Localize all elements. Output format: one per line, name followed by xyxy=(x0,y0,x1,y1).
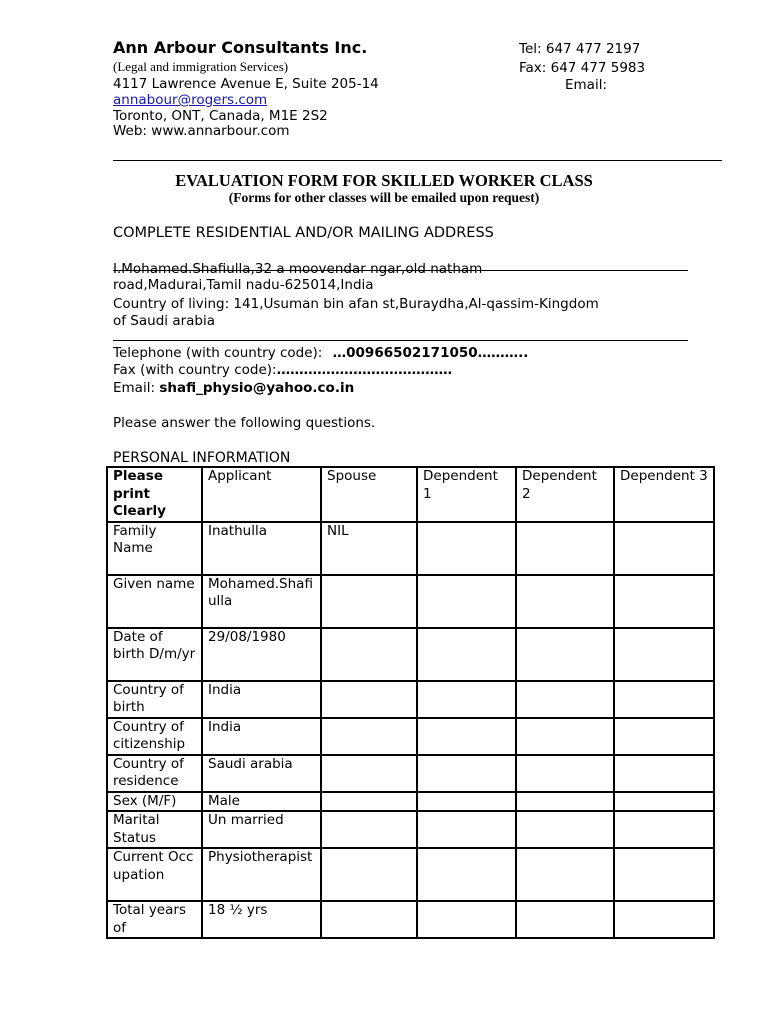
spouse-cell[interactable]: NIL xyxy=(321,522,417,575)
applicant-cell[interactable]: Physiotherapist xyxy=(202,848,321,901)
dependent-1-cell[interactable] xyxy=(417,681,516,718)
company-fax: Fax: 647 477 5983 xyxy=(519,60,646,76)
address-line-4: of Saudi arabia xyxy=(113,313,216,329)
dependent-2-cell[interactable] xyxy=(516,848,614,901)
form-title: EVALUATION FORM FOR SKILLED WORKER CLASS xyxy=(175,171,593,190)
dependent-1-cell[interactable] xyxy=(417,522,516,575)
spouse-cell[interactable] xyxy=(321,811,417,848)
dependent-1-cell[interactable] xyxy=(417,792,516,812)
table-header-cell: Spouse xyxy=(321,467,417,522)
email-label: Email: xyxy=(113,380,156,396)
table-row xyxy=(107,811,714,848)
company-city: Toronto, ONT, Canada, M1E 2S2 xyxy=(113,108,328,124)
dependent-1-cell[interactable] xyxy=(417,755,516,792)
table-header-cell: Please print Clearly xyxy=(107,467,202,522)
personal-info-table xyxy=(106,466,715,939)
table-row xyxy=(107,681,714,718)
dependent-3-cell[interactable] xyxy=(614,628,714,681)
dependent-3-cell[interactable] xyxy=(614,792,714,812)
applicant-cell[interactable]: Male xyxy=(202,792,321,812)
instructions-text: Please answer the following questions. xyxy=(113,415,376,431)
address-heading: COMPLETE RESIDENTIAL AND/OR MAILING ADDRESS xyxy=(113,225,494,241)
table-row xyxy=(107,718,714,755)
row-label-cell: Marital Status xyxy=(107,811,202,848)
dependent-2-cell[interactable] xyxy=(516,681,614,718)
applicant-cell[interactable]: India xyxy=(202,681,321,718)
applicant-cell[interactable]: 29/08/1980 xyxy=(202,628,321,681)
dependent-2-cell[interactable] xyxy=(516,792,614,812)
telephone-row xyxy=(113,345,528,361)
dependent-2-cell[interactable] xyxy=(516,755,614,792)
applicant-cell[interactable]: Saudi arabia xyxy=(202,755,321,792)
dependent-1-cell[interactable] xyxy=(417,628,516,681)
address-divider xyxy=(113,340,688,341)
row-label-cell: Country of birth xyxy=(107,681,202,718)
dependent-1-cell[interactable] xyxy=(417,575,516,628)
header-divider xyxy=(113,160,722,161)
telephone-label: Telephone (with country code): xyxy=(113,345,323,361)
company-name: Ann Arbour Consultants Inc. xyxy=(113,38,368,57)
company-tel: Tel: 647 477 2197 xyxy=(519,41,641,57)
dependent-3-cell[interactable] xyxy=(614,718,714,755)
table-row xyxy=(107,575,714,628)
services-line: (Legal and immigration Services) xyxy=(113,59,289,74)
email-value[interactable]: shafi_physio@yahoo.co.in xyxy=(159,380,355,396)
company-address: 4117 Lawrence Avenue E, Suite 205-14 xyxy=(113,76,379,92)
applicant-cell[interactable]: Mohamed.Shafiulla xyxy=(202,575,321,628)
dependent-1-cell[interactable] xyxy=(417,718,516,755)
personal-info-heading: PERSONAL INFORMATION xyxy=(113,450,291,466)
table-row xyxy=(107,755,714,792)
dependent-2-cell[interactable] xyxy=(516,522,614,575)
fax-value[interactable]: ………………………………… xyxy=(276,362,453,378)
spouse-cell[interactable] xyxy=(321,901,417,938)
table-row xyxy=(107,628,714,681)
spouse-cell[interactable] xyxy=(321,755,417,792)
address-line-3: Country of living: 141,Usuman bin afan st,Buraydha,Al-qassim-Kingdom xyxy=(113,296,599,312)
dependent-3-cell[interactable] xyxy=(614,522,714,575)
telephone-value[interactable]: …00966502171050……….. xyxy=(332,345,529,361)
spouse-cell[interactable] xyxy=(321,681,417,718)
company-email-link[interactable]: annabour@rogers.com xyxy=(113,92,268,108)
form-subtitle: (Forms for other classes will be emailed upon request) xyxy=(228,190,540,205)
applicant-cell[interactable]: 18 ½ yrs xyxy=(202,901,321,938)
row-label-cell: Total years of xyxy=(107,901,202,938)
fax-label: Fax (with country code): xyxy=(113,362,277,378)
fax-row xyxy=(113,362,452,378)
address-line-2: road,Madurai,Tamil nadu-625014,India xyxy=(113,277,374,293)
company-email-label: Email: xyxy=(565,77,608,93)
dependent-1-cell[interactable] xyxy=(417,811,516,848)
dependent-3-cell[interactable] xyxy=(614,901,714,938)
dependent-2-cell[interactable] xyxy=(516,718,614,755)
dependent-3-cell[interactable] xyxy=(614,575,714,628)
dependent-3-cell[interactable] xyxy=(614,848,714,901)
table-header-cell: Dependent 3 xyxy=(614,467,714,522)
dependent-1-cell[interactable] xyxy=(417,848,516,901)
row-label-cell: Date of birth D/m/yr xyxy=(107,628,202,681)
spouse-cell[interactable] xyxy=(321,718,417,755)
row-label-cell: Given name xyxy=(107,575,202,628)
table-row xyxy=(107,522,714,575)
table-header-cell: Dependent 1 xyxy=(417,467,516,522)
spouse-cell[interactable] xyxy=(321,792,417,812)
applicant-cell[interactable]: India xyxy=(202,718,321,755)
table-header-row xyxy=(107,467,714,522)
row-label-cell: Current Occupation xyxy=(107,848,202,901)
dependent-3-cell[interactable] xyxy=(614,755,714,792)
dependent-1-cell[interactable] xyxy=(417,901,516,938)
applicant-cell[interactable]: Inathulla xyxy=(202,522,321,575)
table-row xyxy=(107,901,714,938)
dependent-2-cell[interactable] xyxy=(516,628,614,681)
table-header-cell: Applicant xyxy=(202,467,321,522)
company-web: Web: www.annarbour.com xyxy=(113,123,290,139)
dependent-3-cell[interactable] xyxy=(614,681,714,718)
applicant-cell[interactable]: Un married xyxy=(202,811,321,848)
address-line-1: I.Mohamed.Shafiulla,32 a moovendar ngar,old natham xyxy=(113,261,483,277)
spouse-cell[interactable] xyxy=(321,575,417,628)
spouse-cell[interactable] xyxy=(321,628,417,681)
address-underline xyxy=(113,270,688,271)
table-row xyxy=(107,848,714,901)
dependent-3-cell[interactable] xyxy=(614,811,714,848)
spouse-cell[interactable] xyxy=(321,848,417,901)
row-label-cell: Country of citizenship xyxy=(107,718,202,755)
email-row xyxy=(113,380,354,396)
table-header-cell: Dependent 2 xyxy=(516,467,614,522)
row-label-cell: Country of residence xyxy=(107,755,202,792)
row-label-cell: Sex (M/F) xyxy=(107,792,202,812)
dependent-2-cell[interactable] xyxy=(516,575,614,628)
row-label-cell: Family Name xyxy=(107,522,202,575)
dependent-2-cell[interactable] xyxy=(516,811,614,848)
table-row xyxy=(107,792,714,812)
dependent-2-cell[interactable] xyxy=(516,901,614,938)
